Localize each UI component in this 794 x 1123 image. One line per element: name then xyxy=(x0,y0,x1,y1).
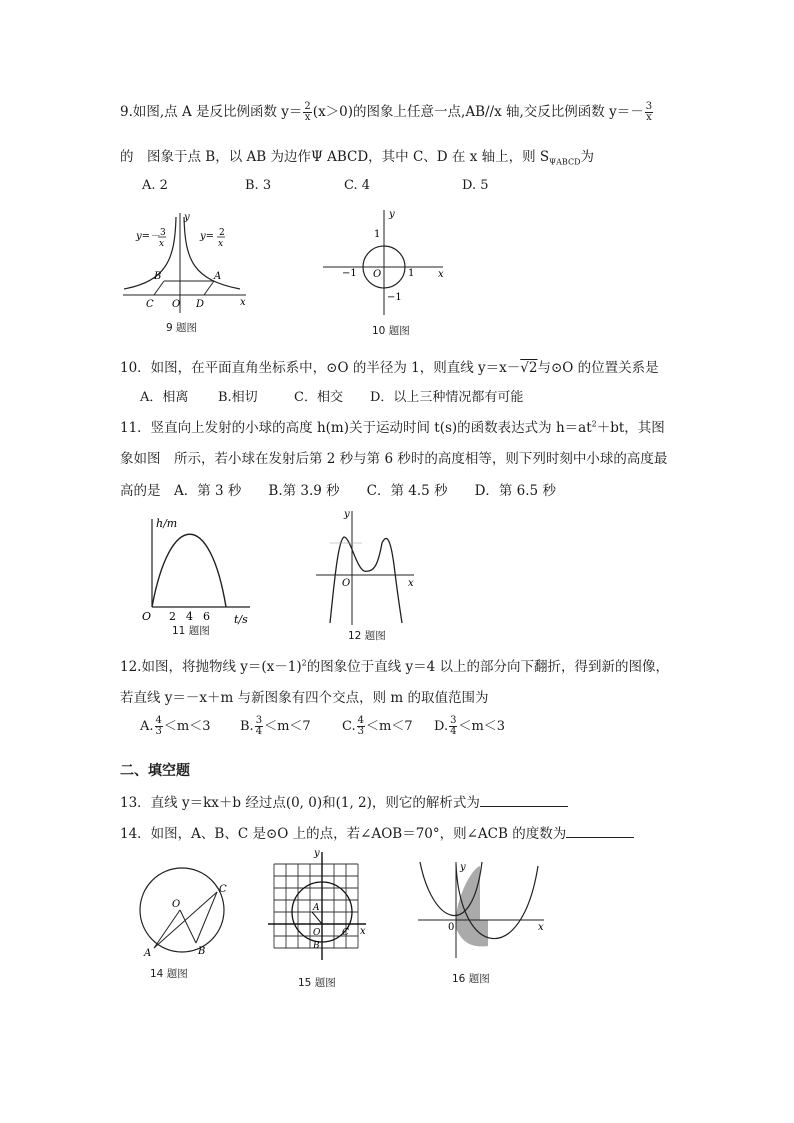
fig9-label-c: C xyxy=(146,299,154,310)
fig14-bc xyxy=(196,892,217,943)
q10-option-d[interactable]: D．以上三种情况都有可能 xyxy=(370,390,524,405)
q9-line2 xyxy=(120,145,594,167)
q9-option-d[interactable]: D. 5 xyxy=(462,178,489,193)
q10-line1 xyxy=(120,356,659,376)
q10-option-b[interactable]: B.相切 xyxy=(218,390,258,405)
q10-text1: 10．如图，在平面直角坐标系中，⊙O 的半径为 1，则直线 y＝x－ xyxy=(120,360,521,376)
q9-line1 xyxy=(120,100,654,123)
q12-option-a-label: A. xyxy=(140,719,154,734)
fig9-curve-left xyxy=(124,217,176,289)
fig14-label-c: C xyxy=(219,884,227,895)
q11-line1a: 11．竖直向上发射的小球的高度 h(m)关于运动时间 t(s)的函数表达式为 h＝at xyxy=(120,420,592,436)
fig11-label-h: h/m xyxy=(156,517,178,530)
q11-line2: 象如图 所示，若小球在发射后第 2 秒与第 6 秒时的高度相等，则下列时刻中小球的高度最 xyxy=(120,451,668,467)
fig16-label-o: 0 xyxy=(448,922,455,933)
fig9-label-y: y xyxy=(184,212,190,223)
fig14-ob xyxy=(180,910,196,943)
q12-option-a[interactable] xyxy=(140,715,211,737)
q12-option-c[interactable] xyxy=(342,715,413,737)
fig9-label-x: x xyxy=(240,297,246,308)
fig11-label-o: O xyxy=(142,610,152,623)
fig9-right-fn: y= xyxy=(200,231,215,242)
fig10-label-top-one: 1 xyxy=(374,229,381,240)
fig10-label-right-one: 1 xyxy=(408,268,415,279)
q12-option-d-den: 4 xyxy=(450,726,457,737)
fig15-label-o: O xyxy=(313,928,321,938)
fig9-label-b: B xyxy=(154,271,162,282)
fig16-label-y: y xyxy=(460,862,466,873)
q13-text: 13．直线 y＝kx＋b 经过点(0, 0)和(1, 2)，则它的解析式为 xyxy=(120,795,480,811)
q9-frac2 xyxy=(645,102,653,123)
fig11-label-t: t/s xyxy=(234,613,248,625)
q12-option-b[interactable] xyxy=(240,715,311,737)
fig14-label-a: A xyxy=(144,948,152,959)
fig11-label-2: 2 xyxy=(169,610,176,623)
q12-option-d-tail: ＜m＜3 xyxy=(458,719,506,734)
fig10-label-o: O xyxy=(373,269,382,280)
fig11-label-6: 6 xyxy=(203,610,210,623)
q12-option-c-den: 3 xyxy=(357,726,364,737)
q9-frac1-num: 2 xyxy=(304,101,311,112)
fig15-label-c: C xyxy=(342,928,349,938)
fig9-label-o: O xyxy=(172,299,181,310)
q9-option-a[interactable]: A. 2 xyxy=(142,178,168,193)
figure-9 xyxy=(118,205,253,320)
fig9-left-den: x xyxy=(159,239,165,249)
q9-prefix: 9.如图,点 A 是反比例函数 y＝ xyxy=(120,104,303,120)
fig10-label-left-neg-one: −1 xyxy=(342,268,357,279)
q11-line1 xyxy=(120,416,665,436)
q9-option-c[interactable]: C. 4 xyxy=(344,178,371,193)
figure-11 xyxy=(130,515,265,625)
fig9-right-num: 2 xyxy=(219,228,225,238)
q14-line xyxy=(120,822,634,842)
q14-answer-blank[interactable] xyxy=(566,825,634,838)
q9-frac2-num: 3 xyxy=(645,101,653,112)
figure-14 xyxy=(130,858,240,963)
fig15-label-x: x xyxy=(360,926,366,937)
fig15-segment-a xyxy=(312,912,322,924)
fig9-right-den: x xyxy=(218,239,224,249)
fig16-label-x: x xyxy=(538,922,544,933)
q12-option-c-label: C. xyxy=(342,719,356,734)
fig15-label-y: y xyxy=(314,848,320,859)
fig9-segment-bc xyxy=(154,281,164,295)
q11-line3: 高的是 A．第 3 秒 B.第 3.9 秒 C．第 4.5 秒 D．第 6.5 秒 xyxy=(120,483,556,499)
q9-line2-text: 的 图象于点 B，以 AB 为边作Ψ ABCD，其中 C、D 在 x 轴上，则 S xyxy=(120,149,550,165)
fig10-caption: 10 题图 xyxy=(372,325,410,337)
q12-option-d[interactable] xyxy=(434,715,505,737)
q13-line xyxy=(120,791,568,811)
q9-mid: (x＞0)的图象上任意一点,AB//x 轴,交反比例函数 y＝－ xyxy=(312,104,644,120)
fig12-caption: 12 题图 xyxy=(348,630,386,642)
fig9-caption: 9 题图 xyxy=(166,322,198,334)
q12-line1a: 12.如图，将抛物线 y＝(x－1) xyxy=(120,659,302,675)
q10-option-a[interactable]: A．相离 xyxy=(140,390,189,405)
fig11-parabola xyxy=(152,534,226,607)
q10-option-c[interactable]: C．相交 xyxy=(294,390,343,405)
fig11-label-4: 4 xyxy=(186,610,193,623)
fig15-label-a: A xyxy=(313,903,320,913)
q12-line1 xyxy=(120,655,669,675)
figure-15 xyxy=(268,848,368,968)
q12-option-d-num: 3 xyxy=(450,715,457,726)
fig14-ac xyxy=(154,892,217,948)
q10-sqrt: √2 xyxy=(520,360,538,376)
q9-frac1-den: x xyxy=(304,112,311,123)
q12-option-b-num: 3 xyxy=(255,715,263,726)
fig14-caption: 14 题图 xyxy=(150,968,188,980)
q13-answer-blank[interactable] xyxy=(480,794,568,807)
figure-12 xyxy=(312,505,422,630)
fig10-label-x: x xyxy=(438,269,444,280)
q9-frac1 xyxy=(303,102,311,123)
fig9-label-d: D xyxy=(196,299,205,310)
q12-option-b-label: B. xyxy=(240,719,254,734)
fig9-left-num: 3 xyxy=(160,228,166,238)
q11-sup: 2 xyxy=(591,419,597,429)
fig12-label-x: x xyxy=(408,578,414,589)
fig9-segment-ad xyxy=(204,281,214,295)
fig15-caption: 15 题图 xyxy=(298,977,336,989)
fig14-label-o: O xyxy=(172,899,181,910)
fig14-label-b: B xyxy=(198,946,206,957)
fig16-caption: 16 题图 xyxy=(452,973,490,985)
q12-option-b-tail: ＜m＜7 xyxy=(264,719,311,734)
fig12-curve xyxy=(330,537,402,623)
fig10-label-y: y xyxy=(389,209,395,220)
q14-text: 14．如图，A、B、C 是⊙O 上的点，若∠AOB＝70°，则∠ACB 的度数为 xyxy=(120,826,567,842)
q12-option-c-tail: ＜m＜7 xyxy=(366,719,413,734)
fig9-label-a: A xyxy=(214,271,222,282)
q12-option-a-tail: ＜m＜3 xyxy=(163,719,211,734)
q12-option-c-num: 4 xyxy=(357,715,364,726)
figure-16 xyxy=(412,858,552,968)
q12-option-a-num: 4 xyxy=(155,715,162,726)
q12-line2: 若直线 y＝－x＋m 与新图象有四个交点，则 m 的取值范围为 xyxy=(120,690,489,706)
section-heading-fill-in: 二、填空题 xyxy=(120,763,190,779)
q12-sup: 2 xyxy=(301,658,307,668)
q12-option-b-den: 4 xyxy=(255,726,263,737)
figure-10 xyxy=(318,205,453,323)
q9-option-b[interactable]: B. 3 xyxy=(245,178,272,193)
q12-option-a-den: 3 xyxy=(155,726,162,737)
q9-subscript: ΨABCD xyxy=(549,157,581,167)
fig9-curve-right xyxy=(184,217,240,289)
q11-line1b: ＋bt，其图 xyxy=(596,420,665,436)
fig11-caption: 11 题图 xyxy=(172,625,210,637)
fig15-label-b: B xyxy=(313,941,320,951)
q12-line1b: 的图象位于直线 y＝4 以上的部分向下翻折，得到新的图像， xyxy=(306,659,670,675)
fig9-left-fn: y=－ xyxy=(136,231,161,242)
q10-text2: 与⊙O 的位置关系是 xyxy=(537,360,659,376)
q9-line2-end: 为 xyxy=(580,149,594,165)
fig12-label-o: O xyxy=(342,578,351,589)
fig14-circle xyxy=(140,868,224,952)
fig10-label-bottom-neg-one: −1 xyxy=(387,292,402,303)
fig12-label-y: y xyxy=(344,509,350,520)
q12-option-d-label: D. xyxy=(434,719,449,734)
q9-frac2-den: x xyxy=(646,112,652,123)
